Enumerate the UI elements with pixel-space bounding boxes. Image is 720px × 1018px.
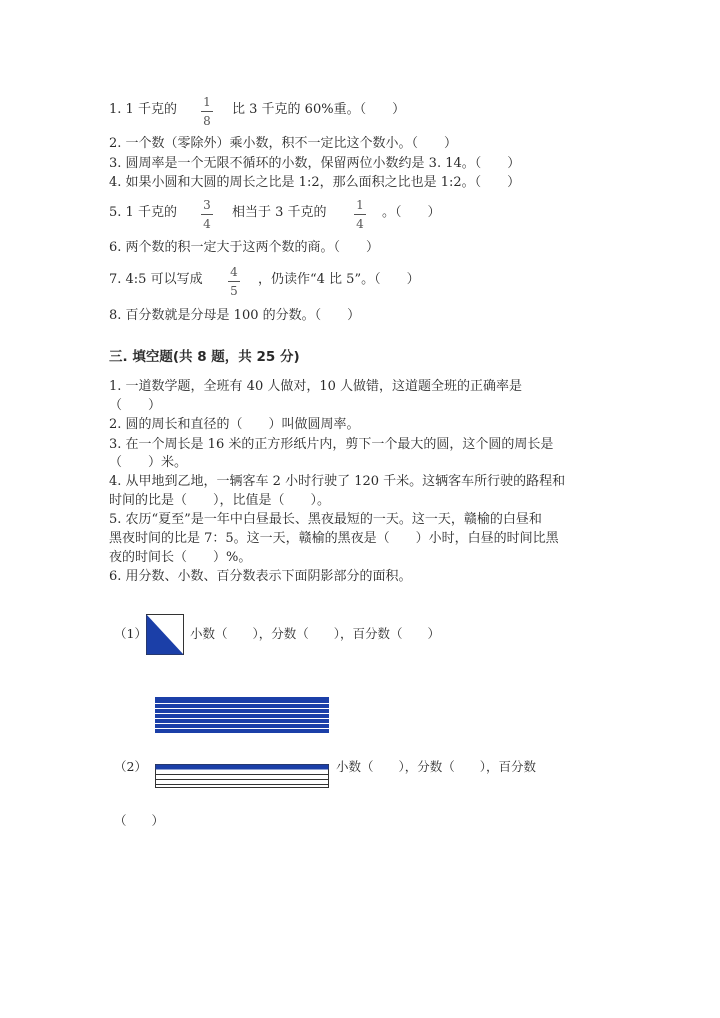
figure-2-label: （2） <box>114 759 147 774</box>
judge-q7-part-b: ，仍读作“4 比 5”。（ ） <box>258 272 420 287</box>
fraction-numerator: 1 <box>203 95 211 109</box>
fraction-denominator: 4 <box>356 217 364 231</box>
fraction-denominator: 8 <box>203 114 211 128</box>
judge-q8: 8. 百分数就是分母是 100 的分数。（ ） <box>109 308 361 323</box>
fraction-1-4 <box>352 199 368 231</box>
judge-q1-part-b: 比 3 千克的 60%重。（ ） <box>232 102 406 117</box>
stripe-background <box>155 697 329 733</box>
judge-q4: 4. 如果小圆和大圆的周长之比是 1:2，那么面积之比也是 1:2。（ ） <box>109 175 521 190</box>
fill-line: 6. 用分数、小数、百分数表示下面阴影部分的面积。 <box>109 569 412 584</box>
figure-1-square <box>146 614 184 655</box>
fraction-denominator: 4 <box>203 217 211 231</box>
judge-q5-part-a: 5. 1 千克的 <box>109 205 177 220</box>
fraction-numerator: 4 <box>230 265 238 279</box>
fill-line: 3. 在一个周长是 16 米的正方形纸片内，剪下一个最大的圆，这个圆的周长是 <box>109 437 554 452</box>
fraction-1-8 <box>199 96 215 128</box>
judge-q5-part-b: 相当于 3 千克的 <box>232 205 327 220</box>
judge-q1-part-a: 1. 1 千克的 <box>109 102 177 117</box>
fraction-numerator: 1 <box>356 198 364 212</box>
shaded-strip <box>156 765 329 770</box>
fill-line: 时间的比是（ ），比值是（ ）。 <box>109 493 331 508</box>
fill-line: 4. 从甲地到乙地，一辆客车 2 小时行驶了 120 千米。这辆客车所行驶的路程和 <box>109 474 566 489</box>
judge-q5-part-c: 。（ ） <box>382 205 441 220</box>
figure-1-label: （1） <box>114 626 147 641</box>
fraction-3-4 <box>199 199 215 231</box>
figure-2-stripes <box>155 697 329 733</box>
judge-q3: 3. 圆周率是一个无限不循环的小数，保留两位小数约是 3. 14。（ ） <box>109 156 521 171</box>
judge-q2: 2. 一个数（零除外）乘小数，积不一定比这个数小。（ ） <box>109 136 458 151</box>
fill-line: 黑夜时间的比是 7：5。这一天，赣榆的黑夜是（ ）小时，白昼的时间比黑 <box>109 531 559 546</box>
fill-line: 2. 圆的周长和直径的（ ）叫做圆周率。 <box>109 417 360 432</box>
fill-line: （ ） <box>109 398 162 413</box>
fraction-numerator: 3 <box>203 198 211 212</box>
fill-line: 1. 一道数学题，全班有 40 人做对，10 人做错，这道题全班的正确率是 <box>109 379 523 394</box>
fill-line: 夜的时间长（ ）%。 <box>109 550 252 565</box>
figure-1-answer-text: 小数（ ），分数（ ），百分数（ ） <box>190 626 441 641</box>
section-3-title: 三. 填空题(共 8 题，共 25 分) <box>109 349 300 365</box>
judge-q6: 6. 两个数的积一定大于这两个数的商。（ ） <box>109 240 380 255</box>
fraction-denominator: 5 <box>230 284 238 298</box>
figure-2-answer-tail: （ ） <box>114 813 165 828</box>
fill-line: 5. 农历“夏至”是一年中白昼最长、黑夜最短的一天。这一天，赣榆的白昼和 <box>109 512 542 527</box>
figure-2-answer-text: 小数（ ），分数（ ），百分数 <box>336 759 537 774</box>
judge-q7-part-a: 7. 4:5 可以写成 <box>109 272 203 287</box>
fill-line: （ ）米。 <box>109 455 188 470</box>
figure-2-bar <box>155 764 329 788</box>
fraction-4-5 <box>226 266 242 298</box>
